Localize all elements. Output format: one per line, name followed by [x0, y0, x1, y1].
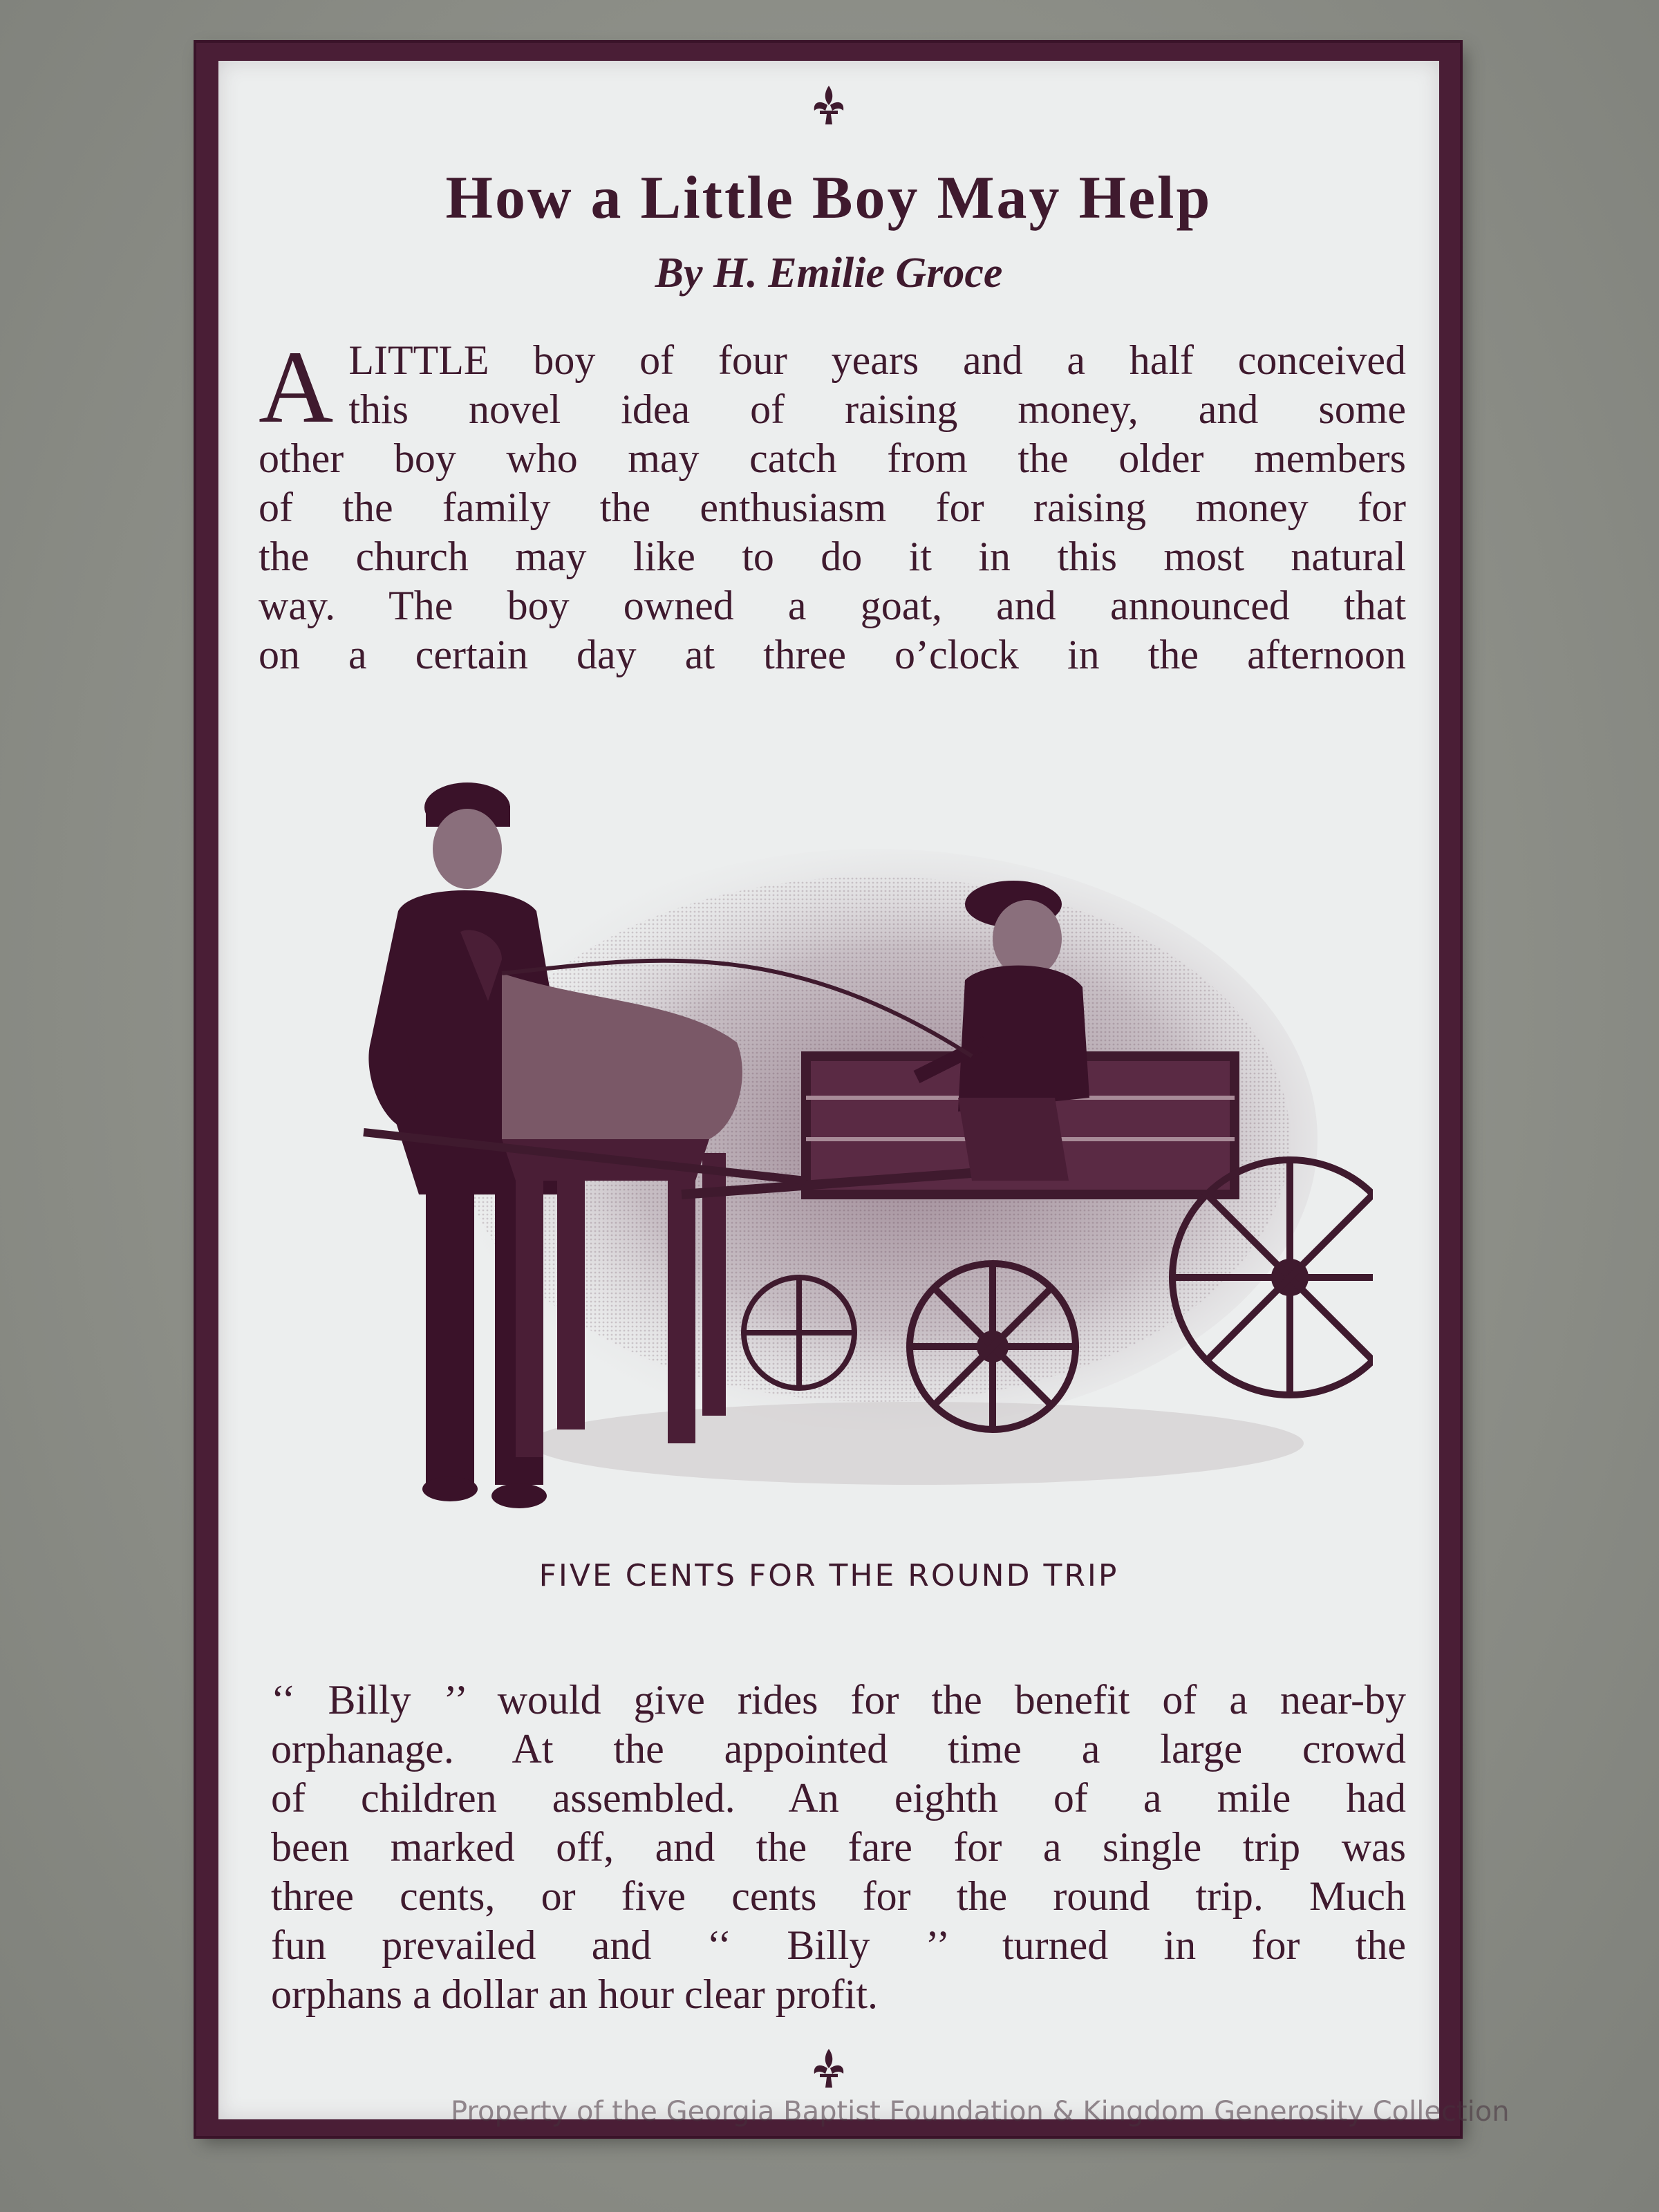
paragraph-line: the church may like to do it in this most natural [259, 534, 1406, 579]
collection-watermark: Property of the Georgia Baptist Foundation & Kingdom Generosity Collection [451, 2096, 1510, 2128]
paragraph-line: orphanage. At the appointed time a large crowd [271, 1726, 1406, 1772]
paragraph-line: of the family the enthusiasm for raising money for [259, 485, 1406, 530]
paragraph-line: fun prevailed and ‘‘ Billy ’’ turned in for the [271, 1922, 1406, 1968]
paragraph-line: LITTLE boy of four years and a half conceived [348, 337, 1406, 383]
paragraph-line: on a certain day at three o’clock in the afternoon [259, 632, 1406, 677]
paragraph-line: orphans a dollar an hour clear profit. [271, 1971, 878, 2017]
cart-wheel-small [744, 1277, 854, 1388]
fleur-de-lis-icon [805, 82, 853, 130]
boy-with-goat-cart-photo [294, 752, 1373, 1602]
paragraph-line: other boy who may catch from the older members [259, 435, 1406, 481]
photo-caption: FIVE CENTS FOR THE ROUND TRIP [538, 1558, 1119, 1593]
article-paragraph-1 [259, 330, 1406, 679]
paragraph-line: this novel idea of raising money, and some [348, 386, 1406, 432]
paragraph-line: three cents, or five cents for the round trip. Much [271, 1873, 1406, 1919]
paragraph-line: way. The boy owned a goat, and announced that [259, 583, 1406, 628]
cart-wheel-front [910, 1264, 1076, 1430]
article-page [218, 61, 1439, 2119]
drop-cap-letter: A [259, 330, 334, 444]
paragraph-line: been marked off, and the fare for a single trip was [271, 1824, 1406, 1870]
fleur-de-lis-icon [805, 2045, 853, 2093]
paragraph-line: of children assembled. An eighth of a mile had [271, 1775, 1406, 1821]
article-paragraph-2 [271, 1676, 1406, 2019]
paragraph-line: ‘‘ Billy ’’ would give rides for the benefit of a near-by [271, 1677, 1406, 1723]
article-byline: By H. Emilie Groce [655, 250, 1003, 297]
article-title: How a Little Boy May Help [445, 165, 1212, 232]
